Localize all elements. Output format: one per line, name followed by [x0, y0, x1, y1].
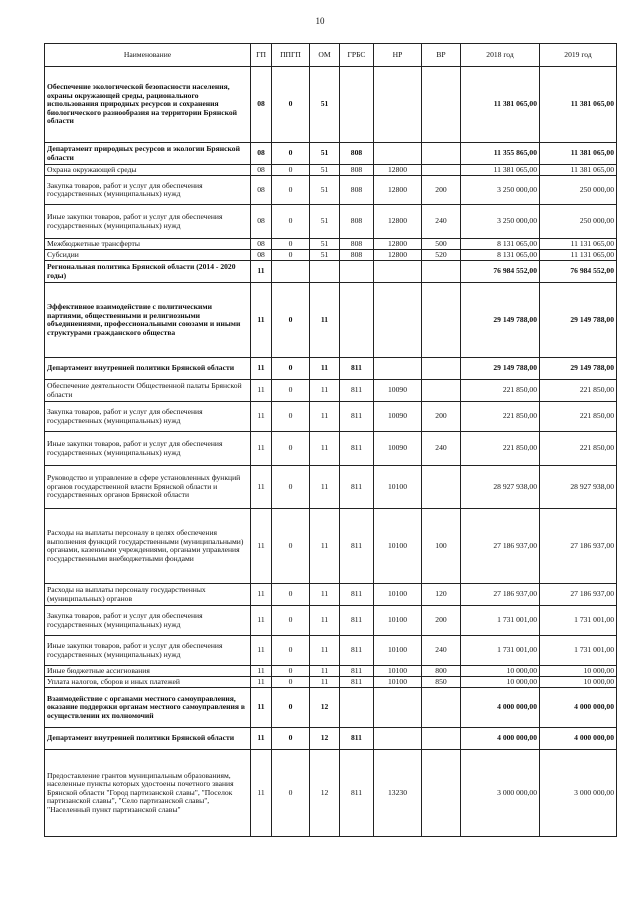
cell-grbs: 811: [340, 584, 374, 606]
cell-amount-2018: 27 186 937,00: [461, 584, 540, 606]
cell-vr: 850: [422, 677, 461, 688]
cell-vr: [422, 728, 461, 750]
cell-amount-2018: 8 131 065,00: [461, 239, 540, 250]
cell-np: 12800: [374, 205, 422, 239]
cell-ppgp: 0: [272, 466, 310, 509]
cell-amount-2018: 29 149 788,00: [461, 358, 540, 380]
cell-np: [374, 728, 422, 750]
header-name: Наименование: [45, 44, 251, 67]
cell-gp: 11: [251, 688, 272, 728]
cell-name: Закупка товаров, работ и услуг для обеспечения государственных (муниципальных) нужд: [45, 402, 251, 432]
cell-grbs: 811: [340, 402, 374, 432]
cell-amount-2018: 221 850,00: [461, 432, 540, 466]
cell-grbs: [340, 67, 374, 143]
cell-np: [374, 143, 422, 165]
cell-ppgp: 0: [272, 176, 310, 205]
cell-amount-2018: 10 000,00: [461, 666, 540, 677]
table-row: [45, 239, 617, 250]
cell-np: [374, 67, 422, 143]
header-year-2019: 2019 год: [540, 44, 617, 67]
cell-np: 12800: [374, 239, 422, 250]
cell-amount-2019: 1 731 001,00: [540, 636, 617, 666]
cell-amount-2018: 221 850,00: [461, 380, 540, 402]
table-row: [45, 688, 617, 728]
header-om: ОМ: [310, 44, 340, 67]
cell-gp: 11: [251, 584, 272, 606]
cell-grbs: [340, 283, 374, 358]
table-row: [45, 509, 617, 584]
cell-np: 10100: [374, 677, 422, 688]
cell-amount-2019: 3 000 000,00: [540, 750, 617, 837]
cell-name: Закупка товаров, работ и услуг для обеспечения государственных (муниципальных) нужд: [45, 606, 251, 636]
table-row: [45, 283, 617, 358]
cell-ppgp: 0: [272, 666, 310, 677]
cell-amount-2019: 11 381 065,00: [540, 67, 617, 143]
cell-grbs: 811: [340, 677, 374, 688]
cell-np: 12800: [374, 165, 422, 176]
cell-gp: 11: [251, 636, 272, 666]
cell-vr: [422, 358, 461, 380]
cell-ppgp: 0: [272, 677, 310, 688]
cell-amount-2019: 11 131 065,00: [540, 239, 617, 250]
header-gp: ГП: [251, 44, 272, 67]
cell-ppgp: 0: [272, 283, 310, 358]
cell-om: 11: [310, 584, 340, 606]
cell-ppgp: 0: [272, 380, 310, 402]
cell-np: 10100: [374, 606, 422, 636]
header-ppgp: ППГП: [272, 44, 310, 67]
cell-name: Региональная политика Брянской области (2014 - 2020 годы): [45, 261, 251, 283]
cell-name: Обеспечение экологической безопасности населения, охраны окружающей среды, рационального использования природных ресурсов и сохранения биологического разнообразия на территории Брянской области: [45, 67, 251, 143]
cell-amount-2018: 3 250 000,00: [461, 205, 540, 239]
cell-grbs: 811: [340, 666, 374, 677]
cell-vr: [422, 283, 461, 358]
cell-vr: 520: [422, 250, 461, 261]
cell-np: 12800: [374, 176, 422, 205]
cell-ppgp: 0: [272, 584, 310, 606]
cell-amount-2019: 76 984 552,00: [540, 261, 617, 283]
cell-amount-2019: 27 186 937,00: [540, 584, 617, 606]
cell-amount-2019: 27 186 937,00: [540, 509, 617, 584]
cell-amount-2019: 28 927 938,00: [540, 466, 617, 509]
cell-name: Взаимодействие с органами местного самоуправления, оказание поддержки органам местного самоуправления в осуществлении их полномочий: [45, 688, 251, 728]
table-row: [45, 205, 617, 239]
cell-name: Иные бюджетные ассигнования: [45, 666, 251, 677]
cell-gp: 11: [251, 606, 272, 636]
cell-grbs: 808: [340, 205, 374, 239]
cell-amount-2018: 3 000 000,00: [461, 750, 540, 837]
cell-amount-2018: 76 984 552,00: [461, 261, 540, 283]
cell-np: 10100: [374, 636, 422, 666]
table-row: [45, 402, 617, 432]
cell-amount-2018: 11 355 865,00: [461, 143, 540, 165]
cell-ppgp: 0: [272, 205, 310, 239]
cell-om: 51: [310, 176, 340, 205]
cell-amount-2018: 4 000 000,00: [461, 728, 540, 750]
cell-name: Департамент внутренней политики Брянской области: [45, 728, 251, 750]
cell-om: 11: [310, 432, 340, 466]
header-grbs: ГРБС: [340, 44, 374, 67]
budget-table: [44, 43, 617, 837]
cell-om: 11: [310, 466, 340, 509]
cell-name: Обеспечение деятельности Общественной палаты Брянской области: [45, 380, 251, 402]
cell-gp: 08: [251, 143, 272, 165]
cell-amount-2019: 221 850,00: [540, 402, 617, 432]
cell-om: 11: [310, 358, 340, 380]
cell-amount-2019: 11 381 065,00: [540, 143, 617, 165]
table-row: [45, 728, 617, 750]
cell-name: Уплата налогов, сборов и иных платежей: [45, 677, 251, 688]
cell-gp: 08: [251, 250, 272, 261]
cell-vr: 200: [422, 402, 461, 432]
cell-amount-2018: 29 149 788,00: [461, 283, 540, 358]
cell-vr: [422, 67, 461, 143]
table-header-row: [45, 44, 617, 67]
cell-om: 11: [310, 380, 340, 402]
cell-grbs: 811: [340, 750, 374, 837]
cell-gp: 11: [251, 402, 272, 432]
table-row: [45, 636, 617, 666]
cell-amount-2018: 8 131 065,00: [461, 250, 540, 261]
header-year-2018: 2018 год: [461, 44, 540, 67]
cell-grbs: 811: [340, 606, 374, 636]
cell-vr: [422, 165, 461, 176]
cell-amount-2019: 1 731 001,00: [540, 606, 617, 636]
cell-np: [374, 283, 422, 358]
cell-name: Иные закупки товаров, работ и услуг для обеспечения государственных (муниципальных) нужд: [45, 205, 251, 239]
cell-ppgp: 0: [272, 688, 310, 728]
cell-grbs: 808: [340, 239, 374, 250]
cell-amount-2018: 27 186 937,00: [461, 509, 540, 584]
cell-grbs: 811: [340, 509, 374, 584]
cell-ppgp: [272, 261, 310, 283]
cell-amount-2018: 11 381 065,00: [461, 67, 540, 143]
cell-name: Руководство и управление в сфере установленных функций органов государственной власти Брянской области и государственных органов Брянской области: [45, 466, 251, 509]
cell-ppgp: 0: [272, 636, 310, 666]
cell-amount-2019: 221 850,00: [540, 380, 617, 402]
table-row: [45, 176, 617, 205]
cell-om: 11: [310, 677, 340, 688]
table-row: [45, 677, 617, 688]
cell-name: Закупка товаров, работ и услуг для обеспечения государственных (муниципальных) нужд: [45, 176, 251, 205]
cell-om: 12: [310, 750, 340, 837]
cell-vr: 100: [422, 509, 461, 584]
table-row: [45, 143, 617, 165]
cell-om: 51: [310, 205, 340, 239]
table-body: [45, 67, 617, 837]
cell-np: [374, 688, 422, 728]
cell-om: 12: [310, 688, 340, 728]
cell-grbs: 808: [340, 250, 374, 261]
cell-vr: [422, 261, 461, 283]
cell-amount-2018: 1 731 001,00: [461, 636, 540, 666]
cell-ppgp: 0: [272, 750, 310, 837]
cell-vr: 120: [422, 584, 461, 606]
table-row: [45, 584, 617, 606]
cell-ppgp: 0: [272, 143, 310, 165]
cell-ppgp: 0: [272, 402, 310, 432]
cell-amount-2018: 10 000,00: [461, 677, 540, 688]
table-row: [45, 606, 617, 636]
cell-name: Межбюджетные трансферты: [45, 239, 251, 250]
cell-om: 11: [310, 666, 340, 677]
cell-vr: [422, 380, 461, 402]
cell-amount-2019: 250 000,00: [540, 205, 617, 239]
cell-np: 10090: [374, 380, 422, 402]
cell-ppgp: 0: [272, 239, 310, 250]
cell-amount-2019: 11 131 065,00: [540, 250, 617, 261]
cell-name: Субсидии: [45, 250, 251, 261]
cell-om: 51: [310, 250, 340, 261]
cell-np: [374, 261, 422, 283]
table-row: [45, 358, 617, 380]
cell-amount-2019: 221 850,00: [540, 432, 617, 466]
cell-om: 11: [310, 402, 340, 432]
cell-gp: 11: [251, 509, 272, 584]
cell-gp: 11: [251, 677, 272, 688]
cell-gp: 11: [251, 358, 272, 380]
cell-np: 13230: [374, 750, 422, 837]
cell-om: 12: [310, 728, 340, 750]
cell-amount-2019: 10 000,00: [540, 677, 617, 688]
cell-grbs: [340, 261, 374, 283]
table-row: [45, 67, 617, 143]
cell-np: 12800: [374, 250, 422, 261]
header-np: НР: [374, 44, 422, 67]
cell-ppgp: 0: [272, 250, 310, 261]
cell-vr: 200: [422, 606, 461, 636]
cell-grbs: 808: [340, 176, 374, 205]
cell-gp: 11: [251, 728, 272, 750]
cell-amount-2018: 28 927 938,00: [461, 466, 540, 509]
cell-ppgp: 0: [272, 509, 310, 584]
cell-amount-2019: 11 381 065,00: [540, 165, 617, 176]
cell-ppgp: 0: [272, 67, 310, 143]
cell-vr: 240: [422, 636, 461, 666]
cell-amount-2018: 221 850,00: [461, 402, 540, 432]
cell-name: Расходы на выплаты персоналу государственных (муниципальных) органов: [45, 584, 251, 606]
cell-amount-2019: 4 000 000,00: [540, 688, 617, 728]
cell-name: Предоставление грантов муниципальным образованиям, населенные пункты которых удостоены почетного звания Брянской области "Город партизанской славы", "Поселок партизанской славы", "Село партизанской славы", "Населенный пункт партизанской славы": [45, 750, 251, 837]
cell-ppgp: 0: [272, 358, 310, 380]
cell-np: 10090: [374, 432, 422, 466]
cell-grbs: 808: [340, 165, 374, 176]
cell-amount-2018: 4 000 000,00: [461, 688, 540, 728]
page-number: 10: [315, 16, 325, 26]
table-row: [45, 750, 617, 837]
cell-grbs: 811: [340, 636, 374, 666]
cell-grbs: [340, 688, 374, 728]
cell-name: Охрана окружающей среды: [45, 165, 251, 176]
cell-gp: 11: [251, 261, 272, 283]
cell-om: [310, 261, 340, 283]
table-row: [45, 250, 617, 261]
table-row: [45, 261, 617, 283]
cell-np: 10100: [374, 584, 422, 606]
cell-om: 51: [310, 67, 340, 143]
cell-name: Иные закупки товаров, работ и услуг для обеспечения государственных (муниципальных) нужд: [45, 636, 251, 666]
cell-np: 10090: [374, 402, 422, 432]
table-row: [45, 380, 617, 402]
cell-grbs: 811: [340, 432, 374, 466]
header-vr: ВР: [422, 44, 461, 67]
cell-name: Департамент природных ресурсов и экологии Брянской области: [45, 143, 251, 165]
cell-name: Департамент внутренней политики Брянской области: [45, 358, 251, 380]
cell-om: 51: [310, 143, 340, 165]
cell-amount-2019: 29 149 788,00: [540, 358, 617, 380]
cell-np: 10100: [374, 666, 422, 677]
cell-np: [374, 358, 422, 380]
cell-vr: 500: [422, 239, 461, 250]
cell-gp: 11: [251, 466, 272, 509]
cell-om: 11: [310, 606, 340, 636]
cell-amount-2019: 29 149 788,00: [540, 283, 617, 358]
cell-gp: 08: [251, 165, 272, 176]
cell-vr: [422, 143, 461, 165]
cell-np: 10100: [374, 509, 422, 584]
table-row: [45, 466, 617, 509]
cell-gp: 11: [251, 666, 272, 677]
cell-name: Иные закупки товаров, работ и услуг для обеспечения государственных (муниципальных) нужд: [45, 432, 251, 466]
cell-amount-2019: 10 000,00: [540, 666, 617, 677]
cell-amount-2019: 250 000,00: [540, 176, 617, 205]
cell-np: 10100: [374, 466, 422, 509]
cell-ppgp: 0: [272, 432, 310, 466]
cell-gp: 08: [251, 67, 272, 143]
cell-amount-2018: 1 731 001,00: [461, 606, 540, 636]
cell-vr: [422, 688, 461, 728]
cell-om: 11: [310, 509, 340, 584]
cell-grbs: 811: [340, 466, 374, 509]
cell-om: 51: [310, 165, 340, 176]
cell-gp: 11: [251, 432, 272, 466]
cell-amount-2018: 11 381 065,00: [461, 165, 540, 176]
cell-vr: [422, 466, 461, 509]
table-row: [45, 432, 617, 466]
cell-amount-2019: 4 000 000,00: [540, 728, 617, 750]
cell-grbs: 811: [340, 380, 374, 402]
cell-om: 11: [310, 283, 340, 358]
cell-grbs: 808: [340, 143, 374, 165]
cell-ppgp: 0: [272, 728, 310, 750]
cell-om: 11: [310, 636, 340, 666]
cell-grbs: 811: [340, 728, 374, 750]
cell-gp: 11: [251, 380, 272, 402]
cell-gp: 08: [251, 239, 272, 250]
cell-om: 51: [310, 239, 340, 250]
table-row: [45, 666, 617, 677]
cell-vr: 240: [422, 432, 461, 466]
cell-gp: 11: [251, 750, 272, 837]
cell-vr: 200: [422, 176, 461, 205]
cell-vr: 240: [422, 205, 461, 239]
cell-grbs: 811: [340, 358, 374, 380]
cell-amount-2018: 3 250 000,00: [461, 176, 540, 205]
cell-gp: 11: [251, 283, 272, 358]
cell-vr: 800: [422, 666, 461, 677]
cell-vr: [422, 750, 461, 837]
cell-ppgp: 0: [272, 606, 310, 636]
cell-gp: 08: [251, 205, 272, 239]
cell-name: Эффективное взаимодействие с политическими партиями, общественными и религиозными объединениями, профессиональными союзами и иными структурами гражданского общества: [45, 283, 251, 358]
cell-ppgp: 0: [272, 165, 310, 176]
table-row: [45, 165, 617, 176]
cell-name: Расходы на выплаты персоналу в целях обеспечения выполнения функций государственными (муниципальными) органами, казенными учреждениями, органами управления государственными внебюджетными фондами: [45, 509, 251, 584]
cell-gp: 08: [251, 176, 272, 205]
